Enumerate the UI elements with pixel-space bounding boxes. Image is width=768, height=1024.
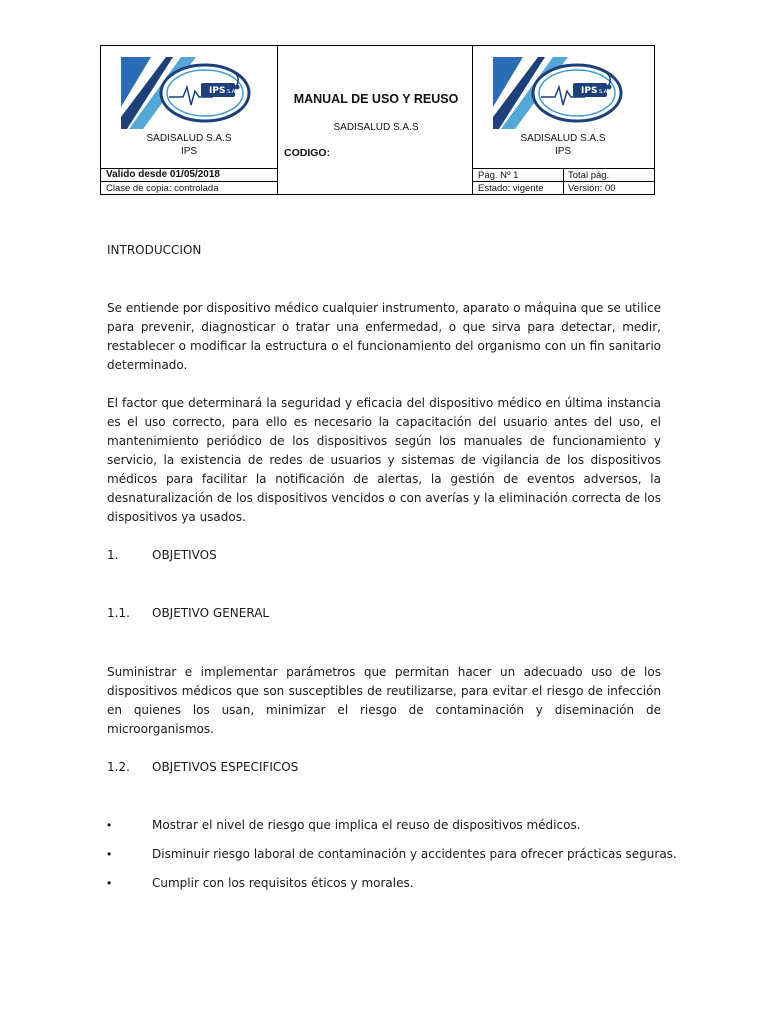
general-objective-paragraph: Suministrar e implementar parámetros que permitan hacer un adecuado uso de los dispositivos médicos que son susceptibles de reutilizarse, para evitar el riesgo de infección en quienes los usan, minimizar el riesgo de contaminación y diseminación de microorganismos. xyxy=(107,665,661,736)
divider xyxy=(101,181,277,182)
svg-text:IPS: IPS xyxy=(209,86,226,96)
intro-heading: INTRODUCCION xyxy=(107,243,202,257)
right-company-name: SADISALUD S.A.S IPS xyxy=(520,133,606,157)
copy-class: Clase de copia: controlada xyxy=(106,183,219,194)
section-title-objetivo-general: OBJETIVO GENERAL xyxy=(152,606,270,620)
codigo-label: CODIGO: xyxy=(284,147,331,159)
intro-paragraph-2: El factor que determinará la seguridad y eficacia del dispositivo médico en última instancia es el uso correcto, para ello es necesario la capacitación del usuario antes del uso, el mantenimiento periódico de los dispositivos según los manuales de funcionamiento y servicio, la existencia de redes de usuarios y sistemas de vigilancia de los dispositivos médicos para facilitar la notificación de alertas, la gestión de eventos adversos, la desnaturalización de los dispositivos vencidos o con averías y la eliminación correcta de los dispositivos ya usados. xyxy=(107,396,661,524)
section-title-objetivos: OBJETIVOS xyxy=(152,548,217,562)
section-number: 1. xyxy=(107,548,119,562)
divider xyxy=(472,168,654,169)
document-status: Estado: vigente xyxy=(478,183,544,194)
total-pages: Total pág. xyxy=(568,170,610,181)
document-header xyxy=(100,45,655,195)
document-title: MANUAL DE USO Y REUSO xyxy=(293,92,459,106)
bullet-icon: • xyxy=(107,818,112,832)
section-number: 1.2. xyxy=(107,760,130,774)
page-number: Pág. Nº 1 xyxy=(478,170,519,181)
company-logo xyxy=(493,57,625,129)
intro-paragraph-1: Se entiende por dispositivo médico cualquier instrumento, aparato o máquina que se utilice para prevenir, diagnosticar o tratar una enfermedad, o que sirva para detectar, medir, restablecer o modificar la estructura o el funcionamiento del organismo con un fin sanitario determinado. xyxy=(107,301,661,372)
divider xyxy=(472,181,654,182)
section-number: 1.1. xyxy=(107,606,130,620)
divider xyxy=(277,46,278,194)
bullet-icon: • xyxy=(107,876,112,890)
divider xyxy=(472,46,473,194)
company-logo xyxy=(121,57,253,129)
bullet-icon: • xyxy=(107,847,112,861)
list-item: Disminuir riesgo laboral de contaminación y accidentes para ofrecer prácticas seguras. xyxy=(152,847,677,861)
svg-text:S.A.S: S.A.S xyxy=(227,89,240,95)
document-subtitle: SADISALUD S.A.S xyxy=(333,122,419,133)
list-item: Mostrar el nivel de riesgo que implica el reuso de dispositivos médicos. xyxy=(152,818,581,832)
svg-text:IPS: IPS xyxy=(581,86,598,96)
svg-text:S.A.S: S.A.S xyxy=(599,89,612,95)
section-title-objetivos-especificos: OBJETIVOS ESPECIFICOS xyxy=(152,760,299,774)
document-version: Versión: 00 xyxy=(568,183,616,194)
valid-from: Valido desde 01/05/2018 xyxy=(106,169,220,180)
list-item: Cumplir con los requisitos éticos y morales. xyxy=(152,876,414,890)
left-company-name: SADISALUD S.A.S IPS xyxy=(146,133,232,157)
